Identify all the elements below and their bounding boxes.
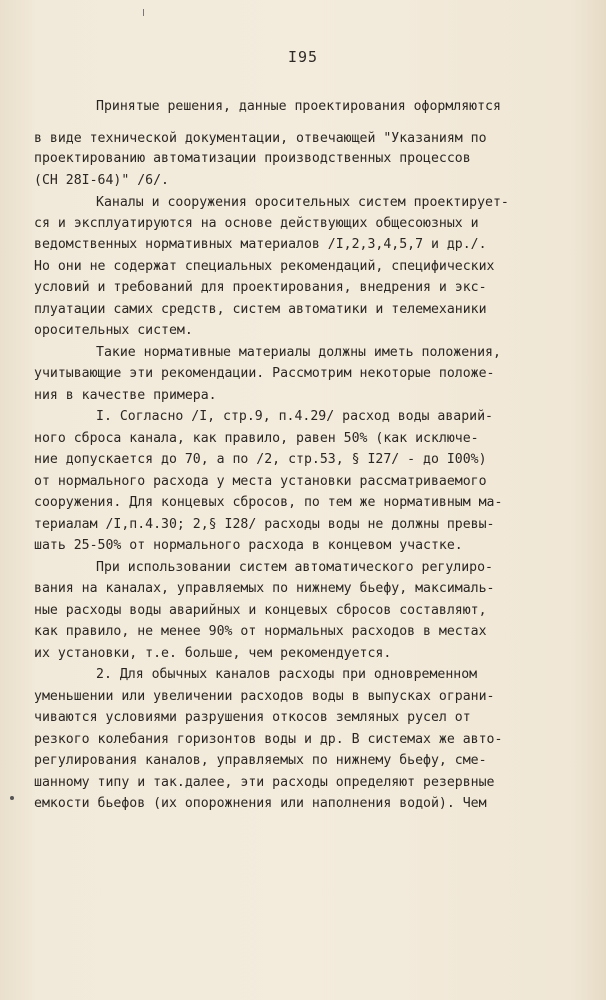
- text-line: териалам /I,п.4.30; 2,§ I28/ расходы воды не должны превы-: [34, 517, 495, 532]
- text-line: вания на каналах, управляемых по нижнему бьефу, максималь-: [34, 581, 495, 596]
- text-line: ного сброса канала, как правило, равен 50% (как исключе-: [34, 431, 479, 446]
- text-line: уменьшении или увеличении расходов воды в выпусках ограни-: [34, 689, 495, 704]
- text-line: Принятые решения, данные проектирования оформляются: [96, 99, 501, 114]
- text-line: Каналы и сооружения оросительных систем проектирует-: [96, 195, 509, 210]
- text-line: I. Согласно /I, стр.9, п.4.29/ расход воды аварий-: [96, 409, 493, 424]
- text-line: учитывающие эти рекомендации. Рассмотрим некоторые положе-: [34, 366, 495, 381]
- text-line: ние допускается до 70, а по /2, стр.53, § I27/ - до I00%): [34, 452, 487, 467]
- text-line: условий и требований для проектирования, внедрения и экс-: [34, 280, 487, 295]
- margin-mark: [10, 796, 14, 800]
- text-line: ся и эксплуатируются на основе действующих общесоюзных и: [34, 216, 479, 231]
- text-line: чиваются условиями разрушения откосов земляных русел от: [34, 710, 471, 725]
- text-line: оросительных систем.: [34, 323, 193, 338]
- text-line: ния в качестве примера.: [34, 388, 217, 403]
- text-line: проектированию автоматизации производственных процессов: [34, 151, 471, 166]
- text-line: ведомственных нормативных материалов /I,2,3,4,5,7 и др./.: [34, 237, 487, 252]
- text-line: в виде технической документации, отвечающей "Указаниям по: [34, 131, 487, 146]
- text-line: шанному типу и так.далее, эти расходы определяют резервные: [34, 775, 495, 790]
- text-line: (СН 28I-64)" /6/.: [34, 173, 169, 188]
- text-line: При использовании систем автоматического регулиро-: [96, 560, 493, 575]
- scan-speck: [143, 9, 144, 16]
- text-line: резкого колебания горизонтов воды и др. В системах же авто-: [34, 732, 503, 747]
- text-line: ные расходы воды аварийных и концевых сбросов составляют,: [34, 603, 487, 618]
- text-line: 2. Для обычных каналов расходы при одновременном: [96, 667, 478, 682]
- text-line: от нормального расхода у места установки рассматриваемого: [34, 474, 487, 489]
- text-line: шать 25-50% от нормального расхода в концевом участке.: [34, 538, 463, 553]
- text-line: емкости бьефов (их опорожнения или наполнения водой). Чем: [34, 796, 487, 811]
- text-line: их установки, т.е. больше, чем рекомендуется.: [34, 646, 392, 661]
- page-number: I95: [287, 48, 319, 66]
- text-line: как правило, не менее 90% от нормальных расходов в местах: [34, 624, 487, 639]
- text-line: сооружения. Для концевых сбросов, по тем же нормативным ма-: [34, 495, 503, 510]
- text-line: Но они не содержат специальных рекомендаций, специфических: [34, 259, 495, 274]
- text-line: плуатации самих средств, систем автоматики и телемеханики: [34, 302, 487, 317]
- text-line: Такие нормативные материалы должны иметь положения,: [96, 345, 501, 360]
- text-line: регулирования каналов, управляемых по нижнему бьефу, сме-: [34, 753, 487, 768]
